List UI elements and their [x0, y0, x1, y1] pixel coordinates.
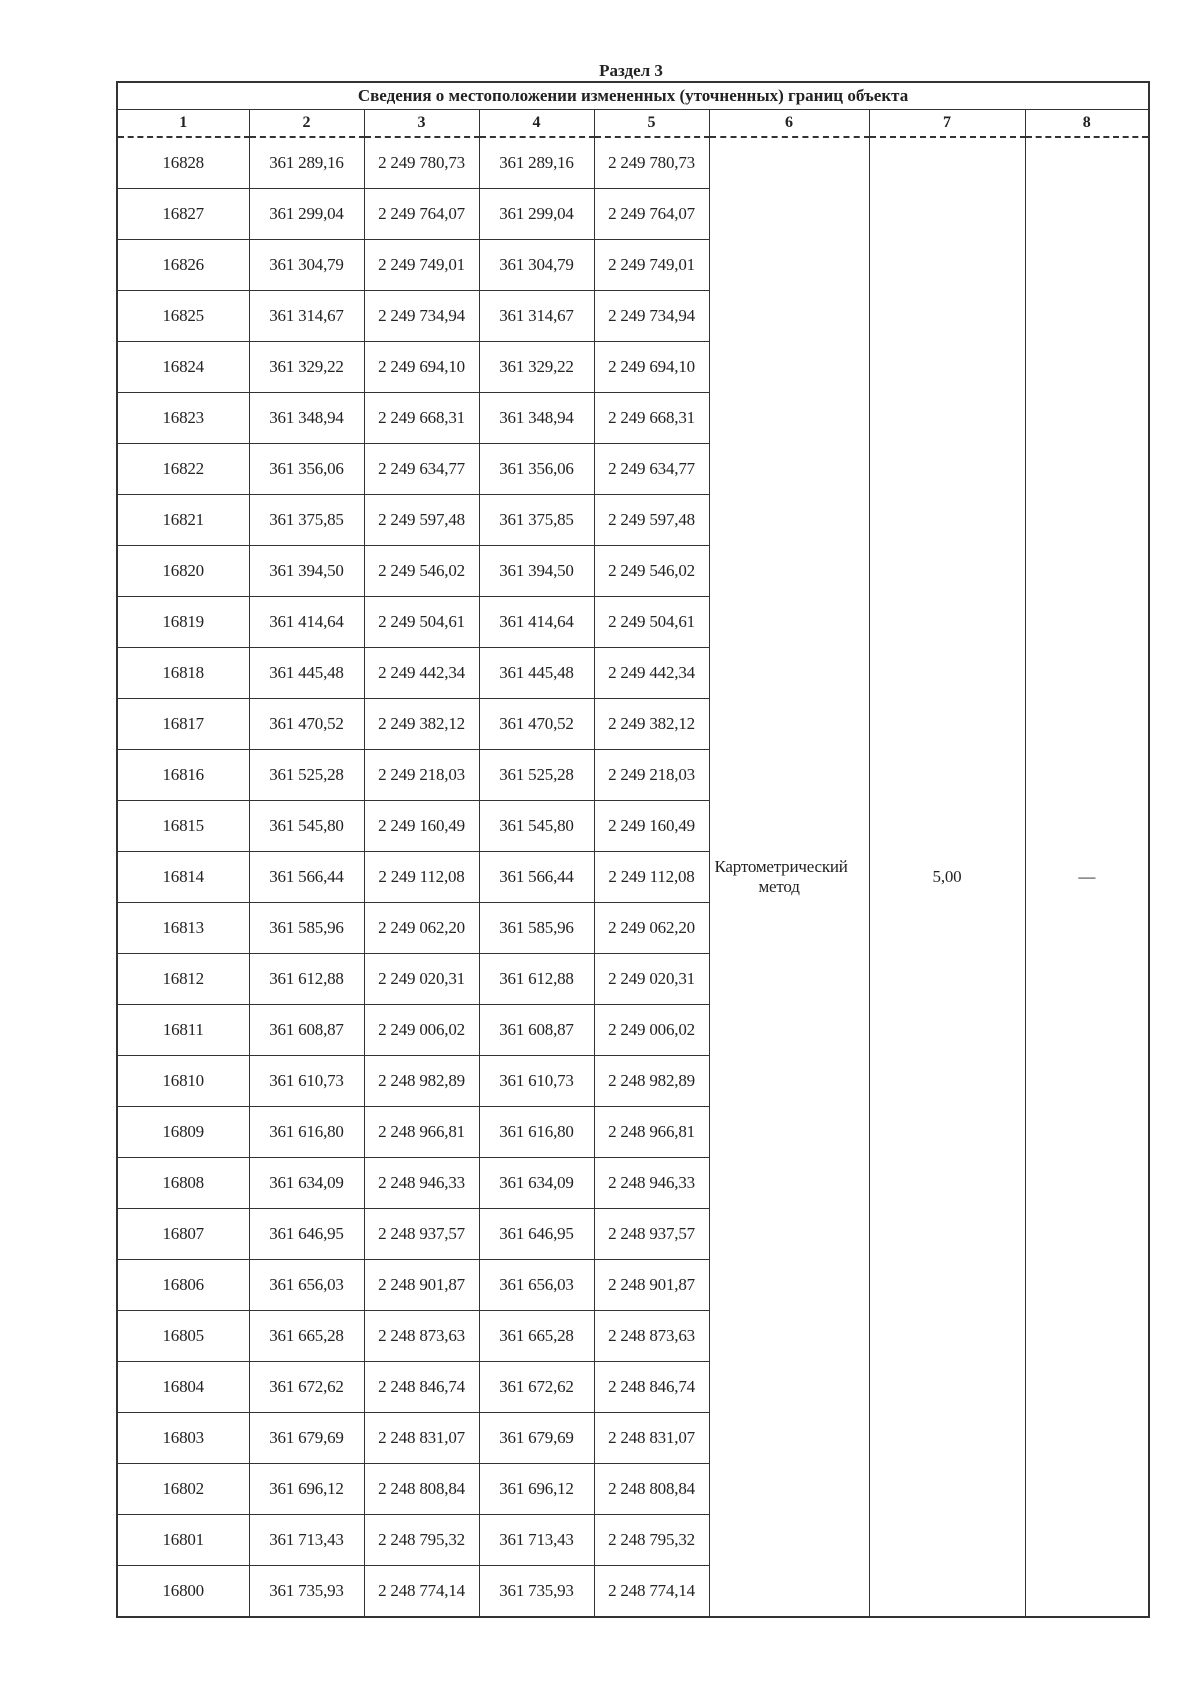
- cell-col-4: 361 646,95: [479, 1209, 594, 1260]
- cell-col-4: 361 394,50: [479, 546, 594, 597]
- cell-col-4: 361 612,88: [479, 954, 594, 1005]
- cell-col-2: 361 394,50: [249, 546, 364, 597]
- cell-col-3: 2 249 020,31: [364, 954, 479, 1005]
- cell-col-4: 361 314,67: [479, 291, 594, 342]
- cell-col-5: 2 249 062,20: [594, 903, 709, 954]
- cell-col-3: 2 249 749,01: [364, 240, 479, 291]
- cell-col-5: 2 248 831,07: [594, 1413, 709, 1464]
- cell-col-1: 16800: [117, 1566, 249, 1618]
- cell-col-1: 16820: [117, 546, 249, 597]
- cell-col-4: 361 656,03: [479, 1260, 594, 1311]
- cell-col-5: 2 249 218,03: [594, 750, 709, 801]
- cell-col-1: 16813: [117, 903, 249, 954]
- cell-col-3: 2 249 634,77: [364, 444, 479, 495]
- cell-col-1: 16822: [117, 444, 249, 495]
- cell-col-2: 361 646,95: [249, 1209, 364, 1260]
- cell-col-2: 361 610,73: [249, 1056, 364, 1107]
- cell-col-5: 2 249 442,34: [594, 648, 709, 699]
- cell-col-1: 16809: [117, 1107, 249, 1158]
- cell-col-2: 361 634,09: [249, 1158, 364, 1209]
- cell-col-2: 361 304,79: [249, 240, 364, 291]
- cell-col-4: 361 356,06: [479, 444, 594, 495]
- cell-col-5: 2 249 668,31: [594, 393, 709, 444]
- cell-col-2: 361 470,52: [249, 699, 364, 750]
- cell-col-2: 361 445,48: [249, 648, 364, 699]
- cell-col-3: 2 249 218,03: [364, 750, 479, 801]
- cell-col-1: 16803: [117, 1413, 249, 1464]
- cell-col-2: 361 612,88: [249, 954, 364, 1005]
- cell-col-1: 16814: [117, 852, 249, 903]
- cell-col-4: 361 414,64: [479, 597, 594, 648]
- cell-col-1: 16826: [117, 240, 249, 291]
- cell-col-4: 361 696,12: [479, 1464, 594, 1515]
- cell-col-2: 361 585,96: [249, 903, 364, 954]
- column-number-8: 8: [1025, 110, 1149, 138]
- cell-col-4: 361 672,62: [479, 1362, 594, 1413]
- cell-col-5: 2 249 764,07: [594, 189, 709, 240]
- cell-col-1: 16824: [117, 342, 249, 393]
- cell-col-2: 361 713,43: [249, 1515, 364, 1566]
- column-number-1: 1: [117, 110, 249, 138]
- cell-col-3: 2 248 982,89: [364, 1056, 479, 1107]
- cell-col-5: 2 248 937,57: [594, 1209, 709, 1260]
- cell-col-3: 2 248 846,74: [364, 1362, 479, 1413]
- cell-col-3: 2 248 795,32: [364, 1515, 479, 1566]
- cell-col-3: 2 249 734,94: [364, 291, 479, 342]
- cell-col-5: 2 249 160,49: [594, 801, 709, 852]
- cell-col-4: 361 304,79: [479, 240, 594, 291]
- cell-col-4: 361 329,22: [479, 342, 594, 393]
- cell-col-1: 16819: [117, 597, 249, 648]
- cell-col-3: 2 249 780,73: [364, 137, 479, 189]
- cell-col-5: 2 248 774,14: [594, 1566, 709, 1618]
- cell-col-2: 361 616,80: [249, 1107, 364, 1158]
- cell-col-3: 2 249 006,02: [364, 1005, 479, 1056]
- column-number-row: [117, 110, 1149, 138]
- cell-col-4: 361 375,85: [479, 495, 594, 546]
- cell-col-1: 16827: [117, 189, 249, 240]
- cell-col-2: 361 356,06: [249, 444, 364, 495]
- cell-col-3: 2 248 946,33: [364, 1158, 479, 1209]
- cell-col-5: 2 249 780,73: [594, 137, 709, 189]
- cell-col-4: 361 679,69: [479, 1413, 594, 1464]
- cell-col-2: 361 414,64: [249, 597, 364, 648]
- cell-col-2: 361 348,94: [249, 393, 364, 444]
- cell-col-4: 361 299,04: [479, 189, 594, 240]
- cell-col-5: 2 249 382,12: [594, 699, 709, 750]
- cell-col-2: 361 314,67: [249, 291, 364, 342]
- cell-col-2: 361 329,22: [249, 342, 364, 393]
- cell-col-5: 2 249 694,10: [594, 342, 709, 393]
- cell-col-3: 2 249 764,07: [364, 189, 479, 240]
- cell-col-1: 16802: [117, 1464, 249, 1515]
- cell-col-2: 361 665,28: [249, 1311, 364, 1362]
- cell-col-2: 361 525,28: [249, 750, 364, 801]
- section-title: Раздел 3: [599, 61, 663, 80]
- cell-col-4: 361 566,44: [479, 852, 594, 903]
- table-caption: Сведения о местоположении измененных (уточненных) границ объекта: [117, 82, 1149, 110]
- method-label-line1: Картометрический: [714, 857, 848, 876]
- cell-col-3: 2 248 966,81: [364, 1107, 479, 1158]
- cell-col-4: 361 665,28: [479, 1311, 594, 1362]
- cell-col-3: 2 248 901,87: [364, 1260, 479, 1311]
- cell-col-5: 2 248 966,81: [594, 1107, 709, 1158]
- cell-col-3: 2 249 597,48: [364, 495, 479, 546]
- cell-col-5: 2 248 808,84: [594, 1464, 709, 1515]
- cell-col-4: 361 735,93: [479, 1566, 594, 1618]
- column-number-2: 2: [249, 110, 364, 138]
- cell-col-3: 2 248 774,14: [364, 1566, 479, 1618]
- cell-col-5: 2 248 846,74: [594, 1362, 709, 1413]
- cell-col-2: 361 289,16: [249, 137, 364, 189]
- cell-col-5: 2 249 020,31: [594, 954, 709, 1005]
- cell-col-1: 16815: [117, 801, 249, 852]
- boundary-coordinates-table: [116, 81, 1150, 1618]
- cell-col-4: 361 608,87: [479, 1005, 594, 1056]
- cell-col-3: 2 249 160,49: [364, 801, 479, 852]
- cell-col-2: 361 545,80: [249, 801, 364, 852]
- cell-col-5: 2 248 901,87: [594, 1260, 709, 1311]
- cell-col-5: 2 249 597,48: [594, 495, 709, 546]
- cell-col-3: 2 248 937,57: [364, 1209, 479, 1260]
- cell-col-3: 2 248 808,84: [364, 1464, 479, 1515]
- cell-col-1: 16804: [117, 1362, 249, 1413]
- cell-col-1: 16808: [117, 1158, 249, 1209]
- cell-col-4: 361 545,80: [479, 801, 594, 852]
- cell-col-4: 361 713,43: [479, 1515, 594, 1566]
- cell-col-2: 361 608,87: [249, 1005, 364, 1056]
- cell-col-3: 2 249 382,12: [364, 699, 479, 750]
- column-number-5: 5: [594, 110, 709, 138]
- column-number-6: 6: [709, 110, 869, 138]
- column-number-4: 4: [479, 110, 594, 138]
- cell-col-4: 361 348,94: [479, 393, 594, 444]
- cell-col-1: 16825: [117, 291, 249, 342]
- cell-col-1: 16810: [117, 1056, 249, 1107]
- cell-col-4: 361 470,52: [479, 699, 594, 750]
- cell-col-3: 2 249 504,61: [364, 597, 479, 648]
- cell-col-1: 16811: [117, 1005, 249, 1056]
- method-cell: [709, 137, 869, 1617]
- cell-col-1: 16807: [117, 1209, 249, 1260]
- cell-col-5: 2 248 873,63: [594, 1311, 709, 1362]
- cell-col-5: 2 249 749,01: [594, 240, 709, 291]
- col8-cell: —: [1025, 137, 1149, 1617]
- cell-col-2: 361 656,03: [249, 1260, 364, 1311]
- cell-col-5: 2 249 112,08: [594, 852, 709, 903]
- cell-col-4: 361 610,73: [479, 1056, 594, 1107]
- cell-col-1: 16806: [117, 1260, 249, 1311]
- cell-col-4: 361 289,16: [479, 137, 594, 189]
- table-row: [117, 137, 1149, 189]
- column-number-7: 7: [869, 110, 1025, 138]
- cell-col-1: 16801: [117, 1515, 249, 1566]
- cell-col-1: 16812: [117, 954, 249, 1005]
- cell-col-2: 361 735,93: [249, 1566, 364, 1618]
- cell-col-3: 2 249 062,20: [364, 903, 479, 954]
- cell-col-1: 16828: [117, 137, 249, 189]
- cell-col-5: 2 249 734,94: [594, 291, 709, 342]
- cell-col-3: 2 249 442,34: [364, 648, 479, 699]
- cell-col-3: 2 249 694,10: [364, 342, 479, 393]
- cell-col-3: 2 248 873,63: [364, 1311, 479, 1362]
- cell-col-4: 361 616,80: [479, 1107, 594, 1158]
- table-body: [117, 137, 1149, 1617]
- cell-col-4: 361 525,28: [479, 750, 594, 801]
- cell-col-4: 361 634,09: [479, 1158, 594, 1209]
- cell-col-1: 16816: [117, 750, 249, 801]
- cell-col-5: 2 249 504,61: [594, 597, 709, 648]
- cell-col-3: 2 249 112,08: [364, 852, 479, 903]
- cell-col-5: 2 248 946,33: [594, 1158, 709, 1209]
- cell-col-5: 2 249 634,77: [594, 444, 709, 495]
- cell-col-1: 16823: [117, 393, 249, 444]
- cell-col-1: 16805: [117, 1311, 249, 1362]
- column-number-3: 3: [364, 110, 479, 138]
- cell-col-1: 16821: [117, 495, 249, 546]
- cell-col-3: 2 249 546,02: [364, 546, 479, 597]
- cell-col-2: 361 566,44: [249, 852, 364, 903]
- cell-col-4: 361 445,48: [479, 648, 594, 699]
- cell-col-5: 2 249 006,02: [594, 1005, 709, 1056]
- cell-col-1: 16817: [117, 699, 249, 750]
- cell-col-1: 16818: [117, 648, 249, 699]
- cell-col-3: 2 248 831,07: [364, 1413, 479, 1464]
- cell-col-4: 361 585,96: [479, 903, 594, 954]
- cell-col-5: 2 248 982,89: [594, 1056, 709, 1107]
- method-label-line2: метод: [758, 877, 800, 896]
- cell-col-2: 361 679,69: [249, 1413, 364, 1464]
- cell-col-2: 361 672,62: [249, 1362, 364, 1413]
- cell-col-2: 361 299,04: [249, 189, 364, 240]
- accuracy-cell: 5,00: [869, 137, 1025, 1617]
- cell-col-2: 361 696,12: [249, 1464, 364, 1515]
- cell-col-5: 2 248 795,32: [594, 1515, 709, 1566]
- cell-col-3: 2 249 668,31: [364, 393, 479, 444]
- cell-col-2: 361 375,85: [249, 495, 364, 546]
- cell-col-5: 2 249 546,02: [594, 546, 709, 597]
